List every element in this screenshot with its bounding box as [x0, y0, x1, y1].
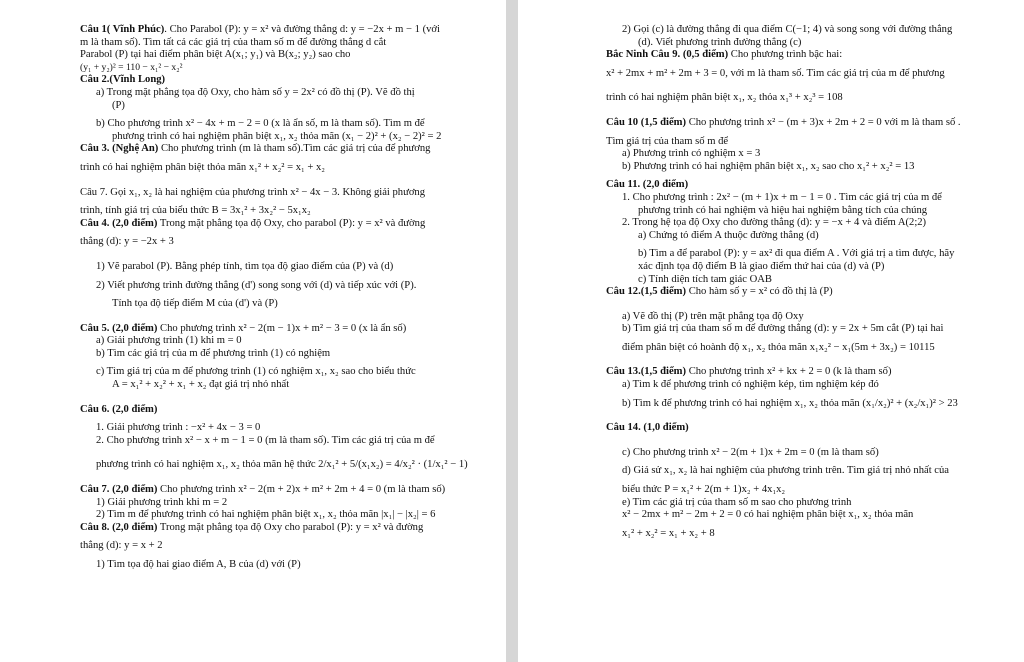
question-text: Cho phương trình x² − (m + 3)x + 2m + 2 = 0 với m là tham số . [686, 116, 961, 128]
text-line: 1) Tìm tọa độ hai giao điểm A, B của (d) với (P) [96, 559, 301, 570]
text-line: b) Tìm giá trị của tham số m để đường thẳng (d): y = 2x + 5m cắt (P) tại hai [622, 323, 944, 335]
text-line: m là tham số). Tìm tất cả các giá trị của tham số m để đường thẳng d cắt [80, 36, 387, 48]
question-text: Trong mặt phẳng tọa độ Oxy cho parabol (P): y = x² và đường [157, 521, 424, 533]
question-heading: Câu 4. (2,0 điểm) [80, 217, 158, 229]
document-page-right [518, 0, 1024, 662]
text-line: Câu 14. (1,0 điểm) [606, 422, 689, 434]
text-line: Câu 11. (2,0 điểm) [606, 179, 689, 191]
text-line [606, 49, 1004, 62]
text-line: trình có hai nghiệm phân biệt thỏa mãn x₁² + x₂² = x₁ + x₂ [80, 161, 325, 173]
text-line: d) Giả sử x₁, x₂ là hai nghiệm của phương trình trên. Tìm giá trị nhỏ nhất của [622, 465, 950, 477]
text-line: phương trình có hai nghiệm và hiệu hai nghiệm bằng tích của chúng [638, 204, 928, 216]
text-line: a) Phương trình có nghiệm x = 3 [622, 148, 761, 160]
text-line: (P) [112, 99, 125, 111]
question-heading: Câu 10 (1,5 điểm) [606, 116, 687, 128]
text-line: 2. Cho phương trình x² − x + m − 1 = 0 (m là tham số). Tìm các giá trị của m để [96, 434, 435, 446]
text-line: c) Tìm giá trị của m để phương trình (1) có nghiệm x₁, x₂ sao cho biểu thức [96, 366, 416, 378]
question-heading: Câu 13.(1,5 điểm) [606, 366, 687, 378]
text-line: a) Tìm k để phương trình có nghiệm kép, tìm nghiệm kép đó [622, 379, 879, 391]
text-line: a) Vẽ đồ thị (P) trên mặt phẳng tọa độ Oxy [622, 310, 804, 322]
text-line [80, 218, 496, 231]
text-line: xác định tọa độ điểm B là giao điểm thứ hai của (d) và (P) [638, 260, 885, 272]
text-line: điểm phân biệt có hoành độ x₁, x₂ thỏa mãn x₁x₂² − x₁(5m + 3x₂) = 10115 [622, 341, 935, 353]
question-text: Cho phương trình bậc hai: [728, 49, 843, 61]
question-heading: Câu 1( Vĩnh Phúc) [80, 24, 165, 35]
question-text: Cho hàm số y = x² có đồ thị là (P) [686, 286, 833, 298]
text-line [606, 366, 1004, 379]
text-line: 2) Viết phương trình đường thẳng (d') song song với (d) và tiếp xúc với (P). [96, 279, 417, 291]
text-line: x² + 2mx + m² + 2m + 3 = 0, với m là tham số. Tìm các giá trị của m để phương [606, 67, 945, 79]
text-line: 1. Giải phương trình : −x² + 4x − 3 = 0 [96, 422, 261, 434]
text-line: b) Phương trình có hai nghiệm phân biệt x₁, x₂ sao cho x₁² + x₂² = 13 [622, 160, 915, 172]
text-line [606, 117, 1004, 130]
text-line: 1) Giải phương trình khi m = 2 [96, 496, 228, 508]
question-heading: Câu 7. (2,0 điểm) [80, 484, 158, 496]
text-line: c) Cho phương trình x² − 2(m + 1)x + 2m = 0 (m là tham số) [622, 446, 879, 458]
text-line: 2. Trong hệ tọa độ Oxy cho đường thẳng (d): y = −x + 4 và điểm A(2;2) [622, 217, 927, 229]
text-line: Câu 2.(Vĩnh Long) [80, 74, 166, 86]
text-line: e) Tìm các giá trị của tham số m sao cho phương trình [622, 496, 852, 508]
text-line: x₁² + x₂² = x₁ + x₂ + 8 [622, 527, 715, 539]
text-line: (d). Viết phương trình đường thẳng (c) [638, 36, 802, 48]
text-line [80, 143, 496, 156]
text-line: Parabol (P) tại hai điểm phân biệt A(x₁; y₁) và B(x₂; y₂) sao cho [80, 49, 351, 61]
text-line [80, 484, 496, 497]
text-line: c) Tính diện tích tam giác OAB [638, 273, 772, 285]
text-line: A = x₁² + x₂² + x₁ + x₂ đạt giá trị nhỏ nhất [112, 379, 290, 391]
text-line: a) Giải phương trình (1) khi m = 0 [96, 335, 242, 347]
text-line: 2) Gọi (c) là đường thẳng đi qua điểm C(−1; 4) và song song với đường thẳng [622, 24, 953, 35]
text-line [80, 522, 496, 535]
text-line: (y₁ + y₂)² = 110 − x₁² − x₂² [80, 61, 183, 73]
question-text: Cho phương trình x² − 2(m − 1)x + m² − 3 = 0 (x là ẩn số) [157, 322, 407, 334]
text-line: 1) Vẽ parabol (P). Bằng phép tính, tìm tọa độ giao điểm của (P) và (d) [96, 260, 394, 272]
text-line: 1. Cho phương trình : 2x² − (m + 1)x + m − 1 = 0 . Tìm các giá trị của m để [622, 191, 942, 203]
left-page-text [80, 24, 496, 572]
text-line: 2) Tìm m để phương trình có hai nghiệm phân biệt x₁, x₂ thỏa mãn |x₁| − |x₂| = 6 [96, 509, 436, 521]
question-heading: Bắc Ninh Câu 9. (0,5 điểm) [606, 49, 729, 61]
question-heading: Câu 5. (2,0 điểm) [80, 322, 158, 334]
text-line: b) Cho phương trình x² − 4x + m − 2 = 0 (x là ẩn số, m là tham số). Tìm m để [96, 118, 425, 130]
text-line: Câu 7. Gọi x₁, x₂ là hai nghiệm của phương trình x² − 4x − 3. Không giải phương [80, 186, 426, 198]
text-line: trình, tính giá trị của biểu thức B = 3x₁² + 3x₂² − 5x₁x₂ [80, 205, 311, 217]
question-text: Trong mặt phẳng tọa độ Oxy, cho parabol (P): y = x² và đường [157, 217, 426, 229]
text-line: Tìm giá trị của tham số m để [606, 135, 729, 147]
text-line [606, 286, 1004, 299]
question-heading: Câu 8. (2,0 điểm) [80, 521, 158, 533]
question-text: Cho phương trình (m là tham số).Tìm các giá trị của để phương [158, 143, 431, 155]
text-line: x² − 2mx + m² − 2m + 2 = 0 có hai nghiệm phân biệt x₁, x₂ thỏa mãn [622, 509, 914, 521]
text-line: b) Tìm các giá trị của m để phương trình (1) có nghiệm [96, 347, 331, 359]
question-text: Cho phương trình x² − 2(m + 2)x + m² + 2m + 4 = 0 (m là tham số) [157, 484, 446, 496]
text-line: Câu 6. (2,0 điểm) [80, 403, 158, 415]
text-line: trình có hai nghiệm phân biệt x₁, x₂ thỏa x₁³ + x₂³ = 108 [606, 92, 843, 104]
document-page-left [0, 0, 506, 662]
text-line: thẳng (d): y = x + 2 [80, 540, 163, 552]
text-line: a) Chứng tỏ điểm A thuộc đường thẳng (d) [638, 229, 819, 241]
text-line: b) Tìm a để parabol (P): y = ax² đi qua điểm A . Với giá trị a tìm được, hãy [638, 248, 955, 260]
text-line: phương trình có hai nghiệm x₁, x₂ thỏa mãn hệ thức 2/x₁² + 5/(x₁x₂) = 4/x₂² · (1/x₁² − 1) [96, 459, 468, 471]
right-page-text [606, 24, 1004, 540]
question-text: . Cho Parabol (P): y = x² và đường thẳng d: y = −2x + m − 1 (với [164, 24, 440, 35]
text-line: phương trình có hai nghiệm phân biệt x₁, x₂ thỏa mãn (x₁ − 2)² + (x₂ − 2)² = 2 [112, 130, 442, 142]
question-heading: Câu 3. (Nghệ An) [80, 143, 159, 155]
text-line: biểu thức P = x₁² + 2(m + 1)x₂ + 4x₁x₂ [622, 484, 786, 496]
text-line [80, 24, 496, 37]
text-line: a) Trong mặt phẳng tọa độ Oxy, cho hàm số y = 2x² có đồ thị (P). Vẽ đồ thị [96, 86, 415, 98]
text-line [80, 323, 496, 336]
text-line: Tính tọa độ tiếp điểm M của (d') và (P) [112, 298, 278, 310]
text-line: b) Tìm k để phương trình có hai nghiệm x₁, x₂ thỏa mãn (x₁/x₂)² + (x₂/x₁)² > 23 [622, 397, 958, 409]
question-heading: Câu 12.(1,5 điểm) [606, 286, 687, 298]
text-line: thẳng (d): y = −2x + 3 [80, 236, 174, 248]
question-text: Cho phương trình x² + kx + 2 = 0 (k là tham số) [686, 366, 892, 378]
